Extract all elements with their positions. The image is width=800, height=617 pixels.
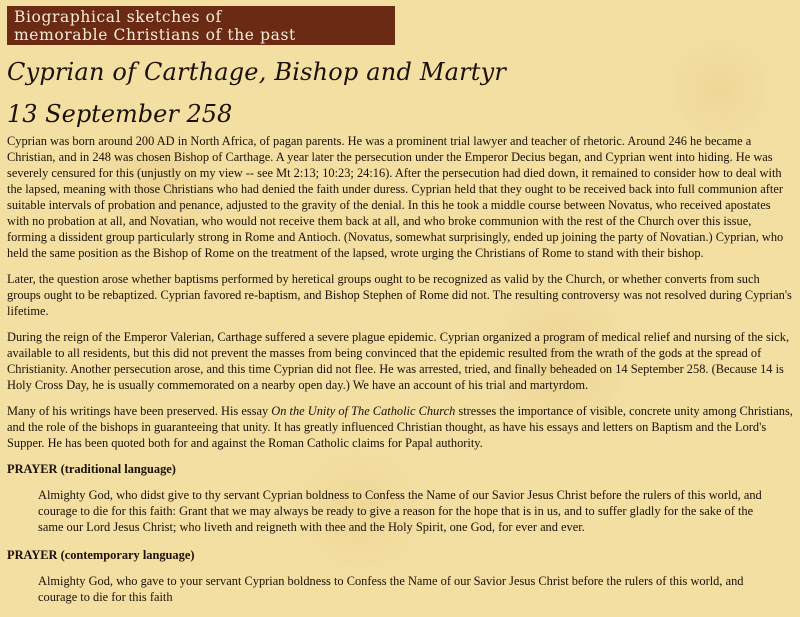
- writings-text-start: Many of his writings have been preserved. His essay: [7, 404, 272, 418]
- prayer-contemporary-text: Almighty God, who gave to your servant Cyprian boldness to Confess the Name of our Savior Jesus Christ before the rulers of this world, and courage to die for this faith: [38, 574, 744, 604]
- site-banner: [7, 6, 395, 45]
- paragraph-writings: [7, 403, 793, 451]
- prayer-traditional-heading: PRAYER (traditional language): [7, 462, 176, 476]
- prayer-contemporary-heading: PRAYER (contemporary language): [7, 548, 195, 562]
- paragraph-early-life: Cyprian was born around 200 AD in North Africa, of pagan parents. He was a prominent trial lawyer and teacher of rhetoric. Around 246 he became a Christian, and in 248 was chosen Bishop of Carthage. A year later the persecution under the Emperor Decius began, and Cyprian went into hiding. He was severely censured for this (unjustly on my view -- see Mt 2:13; 10:23; 24:16). After the persecution had died down, it remained to consider how to deal with the lapsed, meaning with those Christians who had denied the faith under duress. Cyprian held that they ought to be received back into full communion after suitable intervals of probation and penance, adjusted to the gravity of the denial. In this he took a middle course between Novatus, who received apostates with no probation at all, and Novatian, who would not receive them back at all, and who broke communion with the rest of the Church over this issue, forming a dissident group particularly strong in Rome and Antioch. (Novatus, somewhat surprisingly, ended up joining the party of Novatian.) Cyprian, who held the same position as the Bishop of Rome on the treatment of the lapsed, wrote urging the Christians of Rome to stand with their bishop.: [7, 134, 784, 260]
- banner-line-1: Biographical sketches of: [14, 8, 222, 26]
- page-title: Cyprian of Carthage, Bishop and Martyr: [7, 58, 507, 86]
- prayer-traditional-text: Almighty God, who didst give to thy servant Cyprian boldness to Confess the Name of our Savior Jesus Christ before the rulers of this world, and courage to die for this faith: Grant that we may always be ready to give a reason for the hope that is in us, and to suffer gladly for the sake of the same our Lord Jesus Christ; who liveth and reigneth with thee and the Holy Spirit, one God, for ever and ever.: [38, 488, 762, 534]
- article-body: [7, 133, 793, 617]
- essay-title: On the Unity of The Catholic Church: [271, 404, 456, 418]
- writings-text-end: stresses the importance of visible, concrete unity among Christians, and the role of the bishops in guaranteeing that unity. It has greatly influenced Christian thought, as have his essays and letters on Baptism and the Lord's Supper. He has been quoted both for and against the Roman Catholic claims for Papal authority.: [7, 404, 793, 450]
- feast-date: 13 September 258: [7, 100, 233, 128]
- paragraph-baptism-controversy: Later, the question arose whether baptisms performed by heretical groups ought to be recognized as valid by the Church, or whether converts from such groups ought to be rebaptized. Cyprian favored re-baptism, and Bishop Stephen of Rome did not. The resulting controversy was not resolved during Cyprian's lifetime.: [7, 272, 792, 318]
- paragraph-martyrdom: During the reign of the Emperor Valerian, Carthage suffered a severe plague epidemic. Cyprian organized a program of medical relief and nursing of the sick, available to all residents, but this did not prevent the masses from being convinced that the epidemic resulted from the wrath of the gods at the spread of Christianity. Another persecution arose, and this time Cyprian did not flee. He was arrested, tried, and finally beheaded on 14 September 258. (Because 14 is Holy Cross Day, he is usually commemorated on a nearby open day.) We have an account of his trial and martyrdom.: [7, 330, 790, 392]
- banner-line-2: memorable Christians of the past: [14, 26, 296, 44]
